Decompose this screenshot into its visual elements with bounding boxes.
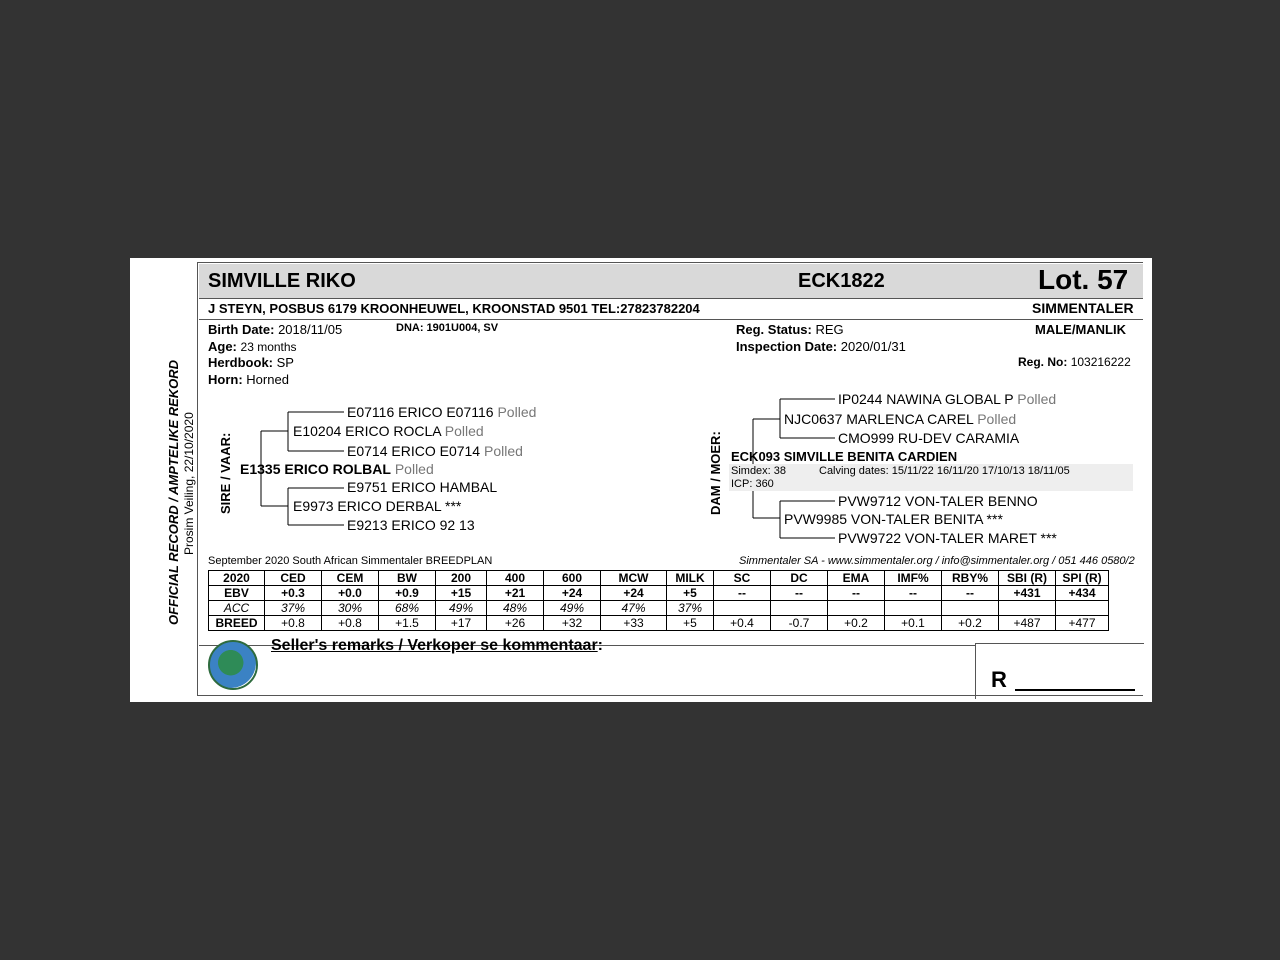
birth-date-label: Birth Date: [208, 322, 275, 337]
animal-name: SIMVILLE RIKO [208, 270, 356, 292]
dam-gs1 [784, 411, 1016, 427]
table-cell [999, 601, 1056, 616]
official-record-label: OFFICIAL RECORD / AMPTELIKE REKORD [166, 359, 181, 625]
table-cell: +0.8 [322, 616, 379, 631]
header-cell: DC [771, 571, 828, 586]
header-cell: 2020 [209, 571, 265, 586]
horn-value: Horned [246, 372, 289, 387]
table-cell: +17 [436, 616, 487, 631]
sire-label: SIRE / VAAR: [218, 432, 233, 514]
table-cell: +21 [487, 586, 544, 601]
table-cell: 49% [544, 601, 601, 616]
table-cell: +487 [999, 616, 1056, 631]
table-cell: ACC [209, 601, 265, 616]
header-cell: MCW [601, 571, 667, 586]
header-cell: 200 [436, 571, 487, 586]
table-cell: 49% [436, 601, 487, 616]
dam-gd1: PVW9985 VON-TALER BENITA *** [784, 511, 1003, 527]
table-cell: +477 [1056, 616, 1109, 631]
sire-ggd1 [347, 443, 523, 459]
table-cell: +0.9 [379, 586, 436, 601]
sire-ggs1-name: E07116 ERICO E07116 [347, 404, 494, 420]
age-value: 23 months [240, 340, 297, 354]
price-prefix: R [991, 667, 1007, 692]
header-cell: IMF% [885, 571, 942, 586]
header-cell: MILK [667, 571, 714, 586]
sire-ggd1-status: Polled [483, 443, 523, 459]
table-cell [942, 601, 999, 616]
dam-ggs1 [838, 391, 1056, 407]
table-cell: -- [942, 586, 999, 601]
reg-number-label: Reg. No: [1018, 355, 1068, 369]
sire-ggs1-status: Polled [497, 404, 537, 420]
herdbook-value: SP [276, 355, 294, 370]
animal-code: ECK1822 [798, 270, 885, 292]
header-cell: EMA [828, 571, 885, 586]
dam-calving-dates: Calving dates: 15/11/22 16/11/20 17/10/13 18/11/05 [819, 465, 1070, 477]
reg-status-value: REG [815, 322, 844, 337]
dam-name: ECK093 SIMVILLE BENITA CARDIEN [731, 449, 958, 464]
table-cell [771, 601, 828, 616]
dam-ggd2: PVW9722 VON-TALER MARET *** [838, 530, 1057, 546]
table-cell: +5 [667, 586, 714, 601]
header-cell: 400 [487, 571, 544, 586]
header-cell: SBI (R) [999, 571, 1056, 586]
table-cell: +1.5 [379, 616, 436, 631]
header-cell: CEM [322, 571, 379, 586]
table-cell: +24 [544, 586, 601, 601]
dam-ggs1-status: Polled [1017, 391, 1057, 407]
dam-simdex: Simdex: 38 [731, 465, 787, 477]
table-cell: -0.7 [771, 616, 828, 631]
table-cell: 68% [379, 601, 436, 616]
dam-gs1-name: NJC0637 MARLENCA CAREL [784, 411, 974, 427]
dna-info: DNA: 1901U004, SV [396, 322, 499, 334]
herdbook-label: Herdbook: [208, 355, 273, 370]
table-cell: -- [714, 586, 771, 601]
table-cell: BREED [209, 616, 265, 631]
sire-gs1-name: E10204 ERICO ROCLA [293, 423, 441, 439]
lot-number: Lot. 57 [1038, 264, 1129, 295]
table-cell: +0.0 [322, 586, 379, 601]
table-cell: +434 [1056, 586, 1109, 601]
inspection-date-label: Inspection Date: [736, 339, 838, 354]
sellers-remarks-colon: : [597, 637, 603, 654]
sire-name [240, 461, 434, 477]
age-label: Age: [208, 339, 237, 354]
ebv-table [208, 570, 1109, 631]
breedplan-title: September 2020 South African Simmentaler BREEDPLAN [208, 555, 493, 567]
dam-ggs1-name: IP0244 NAWINA GLOBAL P [838, 391, 1014, 407]
header-cell: 600 [544, 571, 601, 586]
header-cell: SPI (R) [1056, 571, 1109, 586]
lot-card [130, 258, 1152, 702]
table-cell: -- [771, 586, 828, 601]
sire-name-text: E1335 ERICO ROLBAL [240, 461, 391, 477]
sire-ggs1 [347, 404, 536, 420]
sire-ggd2: E9213 ERICO 92 13 [347, 517, 475, 533]
sellers-remarks [271, 637, 603, 655]
dam-label: DAM / MOER: [708, 431, 723, 515]
simmentaler-logo-icon [208, 640, 258, 690]
table-cell: 37% [265, 601, 322, 616]
table-cell: +0.4 [714, 616, 771, 631]
owner-address: J STEYN, POSBUS 6179 KROONHEUWEL, KROONSTAD 9501 TEL:27823782204 [208, 301, 700, 316]
table-cell: EBV [209, 586, 265, 601]
table-cell: +0.2 [828, 616, 885, 631]
horn-label: Horn: [208, 372, 243, 387]
sire-ggd1-name: E0714 ERICO E0714 [347, 443, 481, 459]
table-cell: +0.8 [265, 616, 322, 631]
table-cell: +24 [601, 586, 667, 601]
inspection-date-value: 2020/01/31 [840, 339, 906, 354]
table-cell: +26 [487, 616, 544, 631]
table-cell: 47% [601, 601, 667, 616]
table-cell [885, 601, 942, 616]
table-cell: -- [828, 586, 885, 601]
table-cell: +33 [601, 616, 667, 631]
sire-gs1 [293, 423, 484, 439]
breedplan-contact: Simmentaler SA - www.simmentaler.org / info@simmentaler.org / 051 446 0580/2 [739, 555, 1135, 567]
table-cell: +0.1 [885, 616, 942, 631]
header-cell: BW [379, 571, 436, 586]
table-cell: +431 [999, 586, 1056, 601]
table-cell: +5 [667, 616, 714, 631]
table-cell: +0.3 [265, 586, 322, 601]
header-cell: RBY% [942, 571, 999, 586]
table-cell: 30% [322, 601, 379, 616]
reg-number-value: 103216222 [1070, 355, 1131, 369]
auction-label: Prosim Veiling, 22/10/2020 [182, 412, 196, 555]
price-line[interactable] [1015, 689, 1135, 691]
breed-row [209, 616, 1109, 631]
table-cell: 48% [487, 601, 544, 616]
dam-ggd1: CMO999 RU-DEV CARAMIA [838, 430, 1020, 446]
reg-status-label: Reg. Status: [736, 322, 812, 337]
table-cell: +15 [436, 586, 487, 601]
table-cell: -- [885, 586, 942, 601]
table-cell [828, 601, 885, 616]
dam-ggs2: PVW9712 VON-TALER BENNO [838, 493, 1038, 509]
sire-ggs2: E9751 ERICO HAMBAL [347, 479, 498, 495]
sire-name-status: Polled [394, 461, 434, 477]
header-cell: CED [265, 571, 322, 586]
dam-icp: ICP: 360 [731, 478, 774, 490]
table-cell: +0.2 [942, 616, 999, 631]
sex-label: MALE/MANLIK [1035, 322, 1126, 337]
ebv-row [209, 586, 1109, 601]
table-cell [1056, 601, 1109, 616]
sire-gd1: E9973 ERICO DERBAL *** [293, 498, 462, 514]
table-cell [714, 601, 771, 616]
sellers-remarks-label: Seller's remarks / Verkoper se kommentaar [271, 637, 598, 654]
dam-gs1-status: Polled [977, 411, 1017, 427]
breed-label: SIMMENTALER [1032, 300, 1134, 316]
table-cell: 37% [667, 601, 714, 616]
table-header-row [209, 571, 1109, 586]
table-cell: +32 [544, 616, 601, 631]
sire-gs1-status: Polled [444, 423, 484, 439]
acc-row [209, 601, 1109, 616]
header-cell: SC [714, 571, 771, 586]
birth-date-value: 2018/11/05 [278, 322, 343, 337]
